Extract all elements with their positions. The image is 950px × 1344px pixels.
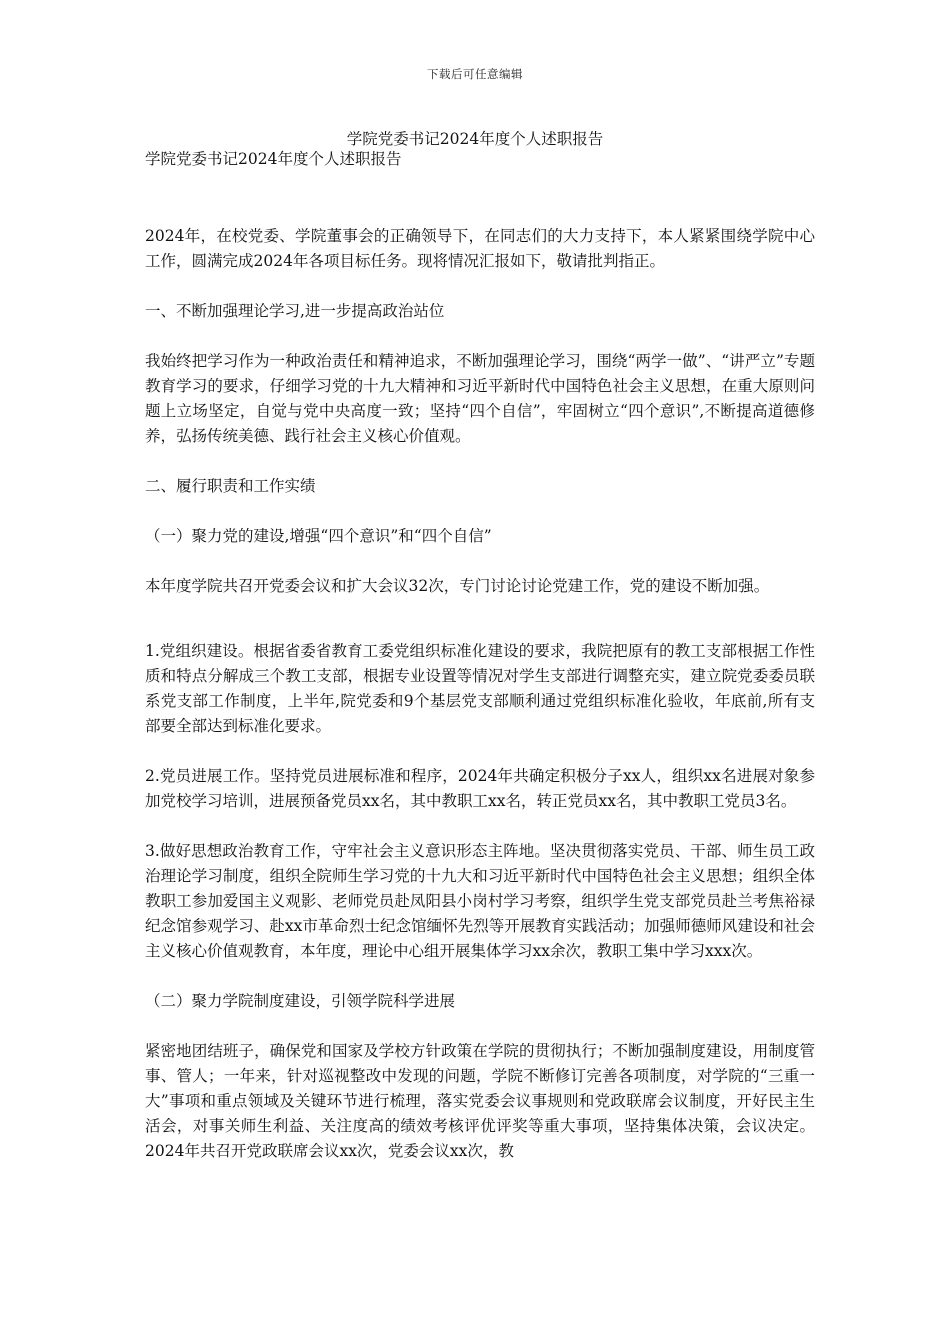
intro-paragraph: 2024年，在校党委、学院董事会的正确领导下，在同志们的大力支持下，本人紧紧围绕学院中心工作，圆满完成2024年各项目标任务。现将情况汇报如下，敬请批判指正。 bbox=[145, 227, 815, 270]
section-1-paragraph: 我始终把学习作为一种政治责任和精神追求，不断加强理论学习，围绕“两学一做”、“讲严立”专题教育学习的要求，仔细学习党的十九大精神和习近平新时代中国特色社会主义思想，在重大原则问题上立场坚定，自觉与党中央高度一致；坚持“四个自信”，牢固树立“四个意识”,不断提高道德修养，弘扬传统美德、践行社会主义核心价值观。 bbox=[145, 352, 815, 445]
subsection-heading-2-2: （二）聚力学院制度建设，引领学院科学进展 bbox=[145, 992, 456, 1010]
subsection-2-2-paragraph: 紧密地团结班子，确保党和国家及学校方针政策在学院的贯彻执行；不断加强制度建设，用制度管事、管人；一年来，针对巡视整改中发现的问题，学院不断修订完善各项制度，对学院的“三重一大”事项和重点领域及关键环节进行梳理，落实党委会议事规则和党政联席会议制度，开好民主生活会，对事关师生利益、关注度高的绩效考核评优评奖等重大事项，坚持集体决策，会议决定。2024年共召开党政联席会议xx次，党委会议xx次，教 bbox=[145, 1042, 815, 1160]
list-item-3: 3.做好思想政治教育工作，守牢社会主义意识形态主阵地。坚决贯彻落实党员、干部、师生员工政治理论学习制度，组织全院师生学习党的十九大和习近平新时代中国特色社会主义思想；组织全体教职工参加爱国主义观影、老师党员赴凤阳县小岗村学习考察，组织学生党支部党员赴兰考焦裕禄纪念馆参观学习、赴xx市革命烈士纪念馆缅怀先烈等开展教育实践活动；加强师德师风建设和社会主义核心价值观教育，本年度，理论中心组开展集体学习xx余次，教职工集中学习xxx次。 bbox=[145, 842, 815, 960]
header-note: 下载后可任意编辑 bbox=[427, 67, 523, 81]
subsection-heading-2-1: （一）聚力党的建设,增强“四个意识”和“四个自信” bbox=[145, 527, 492, 545]
list-item-1: 1.党组织建设。根据省委省教育工委党组织标准化建设的要求，我院把原有的教工支部根据工作性质和特点分解成三个教工支部，根据专业设置等情况对学生支部进行调整充实，建立院党委委员联系党支部工作制度，上半年,院党委和9个基层党支部顺利通过党组织标准化验收，年底前,所有支部要全部达到标准化要求。 bbox=[145, 642, 815, 735]
document-subtitle: 学院党委书记2024年度个人述职报告 bbox=[145, 150, 402, 168]
document-body bbox=[145, 147, 815, 1164]
list-item-2: 2.党员进展工作。坚持党员进展标准和程序，2024年共确定积极分子xx人，组织xx名进展对象参加党校学习培训，进展预备党员xx名，其中教职工xx名，转正党员xx名，其中教职工党员3名。 bbox=[145, 767, 815, 810]
subsection-2-1-paragraph: 本年度学院共召开党委会议和扩大会议32次，专门讨论讨论党建工作，党的建设不断加强。 bbox=[145, 577, 770, 595]
section-heading-1: 一、不断加强理论学习,进一步提高政治站位 bbox=[145, 302, 445, 320]
section-heading-2: 二、履行职责和工作实绩 bbox=[145, 477, 316, 495]
document-title: 学院党委书记2024年度个人述职报告 bbox=[346, 130, 604, 148]
